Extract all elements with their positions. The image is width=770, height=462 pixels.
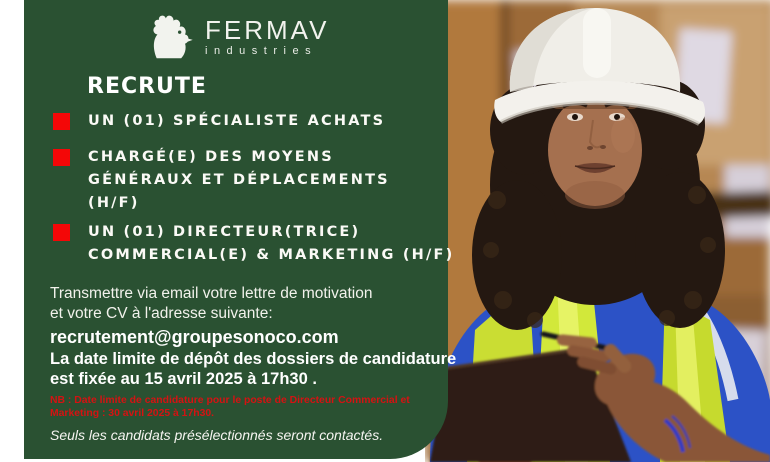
brand-text xyxy=(205,16,329,57)
job-item-moyens-generaux xyxy=(53,146,390,215)
bullet-square-icon xyxy=(53,149,70,166)
bullet-square-icon xyxy=(53,113,70,130)
deadline-notice xyxy=(50,350,456,389)
deadline-line: est fixée au 15 avril 2025 à 17h30 . xyxy=(50,369,317,388)
job-line: CHARGÉ(E) DES MOYENS xyxy=(88,149,334,165)
job-item-directeur-commercial xyxy=(53,221,454,267)
nb-line: NB : Date limite de candidature pour le poste de Directeur Commercial et xyxy=(50,395,410,406)
nb-line: Marketing : 30 avril 2025 à 17h30. xyxy=(50,408,215,420)
apply-line: Transmettre via email votre lettre de motivation xyxy=(50,285,373,302)
bullet-square-icon xyxy=(53,224,70,241)
job-line: GÉNÉRAUX ET DÉPLACEMENTS xyxy=(88,172,390,188)
job-title xyxy=(88,110,385,133)
worker-photo-illustration xyxy=(425,0,770,462)
job-title xyxy=(88,221,454,267)
job-line: UN (01) SPÉCIALISTE ACHATS xyxy=(88,113,386,129)
footer-note: Seuls les candidats présélectionnés seront contactés. xyxy=(50,427,384,443)
apply-line: et votre CV à l'adresse suivante: xyxy=(50,305,273,322)
job-item-specialiste-achats xyxy=(53,110,385,133)
info-panel xyxy=(24,0,457,459)
worker-photo xyxy=(425,0,770,462)
nb-note xyxy=(50,394,410,420)
job-line: COMMERCIAL(E) & MARKETING (H/F) xyxy=(88,247,455,263)
job-line: UN (01) DIRECTEUR(TRICE) xyxy=(88,224,361,240)
deadline-line: La date limite de dépôt des dossiers de candidature xyxy=(50,350,457,368)
headline-recrute: RECRUTE xyxy=(87,74,207,99)
brand-subtitle: industries xyxy=(205,44,318,57)
rooster-icon xyxy=(149,10,195,62)
job-title xyxy=(88,146,390,215)
application-email: recrutement@groupesonoco.com xyxy=(50,327,339,347)
job-line: (H/F) xyxy=(88,195,140,211)
brand-name: FERMAV xyxy=(205,14,330,45)
brand-logo xyxy=(149,10,329,62)
application-instructions xyxy=(50,284,372,347)
